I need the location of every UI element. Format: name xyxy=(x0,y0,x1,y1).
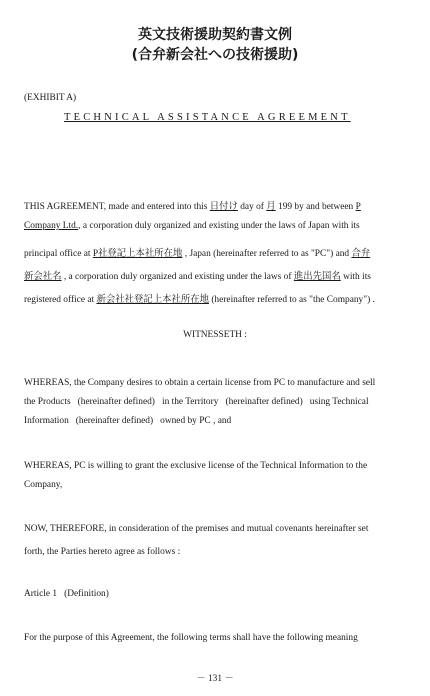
purpose-line: For the purpose of this Agreement, the following terms shall have the following meaning xyxy=(24,633,358,643)
preamble-text: principal office at xyxy=(24,249,93,259)
date-field: 日付け xyxy=(209,202,238,212)
jv-name-field: 合弁 xyxy=(351,249,371,259)
preamble-line-3 xyxy=(24,245,370,259)
whereas-1-line-3: Information (hereinafter defined) owned by PC , and xyxy=(24,416,232,426)
whereas-1-line-1: WHEREAS, the Company desires to obtain a certain license from PC to manufacture and sell xyxy=(24,378,376,388)
party-p-field: P xyxy=(355,202,361,212)
preamble-text: with its xyxy=(340,272,371,282)
preamble-line-2 xyxy=(24,221,360,231)
now-therefore-line-1: NOW, THEREFORE, in consideration of the premises and mutual covenants hereinafter set xyxy=(24,524,369,534)
preamble-line-4 xyxy=(24,268,371,282)
witnesseth-heading: WITNESSETH : xyxy=(183,330,247,340)
whereas-1-line-2: the Products (hereinafter defined) in the Territory (hereinafter defined) using Technical xyxy=(24,397,369,407)
document-title: 英文技術援助契約書文例 xyxy=(138,27,292,43)
article-1-heading: Article 1 (Definition) xyxy=(24,589,109,599)
preamble-line-1 xyxy=(24,198,361,212)
preamble-text: , a corporation duly organized and existing under the laws of xyxy=(61,272,294,282)
jv-name-field-cont: 新会社名 xyxy=(24,272,62,282)
preamble-text: , Japan (hereinafter referred to as "PC") and xyxy=(182,249,352,259)
country-field: 進出先国名 xyxy=(293,272,341,282)
preamble-text: (hereinafter referred to as "the Company") . xyxy=(208,295,375,305)
preamble-text: day of xyxy=(237,202,267,212)
whereas-2-line-1: WHEREAS, PC is willing to grant the exclusive license of the Technical Information to the xyxy=(24,461,368,471)
agreement-title-text: TECHNICAL ASSISTANCE AGREEMENT xyxy=(64,112,351,123)
month-field: 月 xyxy=(266,202,276,212)
company-name-field: Company Ltd. xyxy=(24,221,79,231)
preamble-text: THIS AGREEMENT, made and entered into this xyxy=(24,202,210,212)
preamble-text: , a corporation duly organized and existing under the laws of Japan with its xyxy=(78,221,360,231)
company-address-field: 新会社社登記上本社所在地 xyxy=(96,295,209,305)
preamble-line-5 xyxy=(24,291,375,305)
now-therefore-line-2: forth, the Parties hereto agree as follows : xyxy=(24,547,181,557)
exhibit-label: (EXHIBIT A) xyxy=(24,93,77,103)
pc-address-field: P社登記上本社所在地 xyxy=(92,249,183,259)
preamble-text: 199 by and between xyxy=(275,202,356,212)
agreement-title xyxy=(64,112,351,123)
document-subtitle: (合弁新会社への技術援助) xyxy=(131,47,299,63)
page-number: － 131 － xyxy=(196,674,234,684)
preamble-text: registered office at xyxy=(24,295,97,305)
whereas-2-line-2: Company, xyxy=(24,480,63,490)
